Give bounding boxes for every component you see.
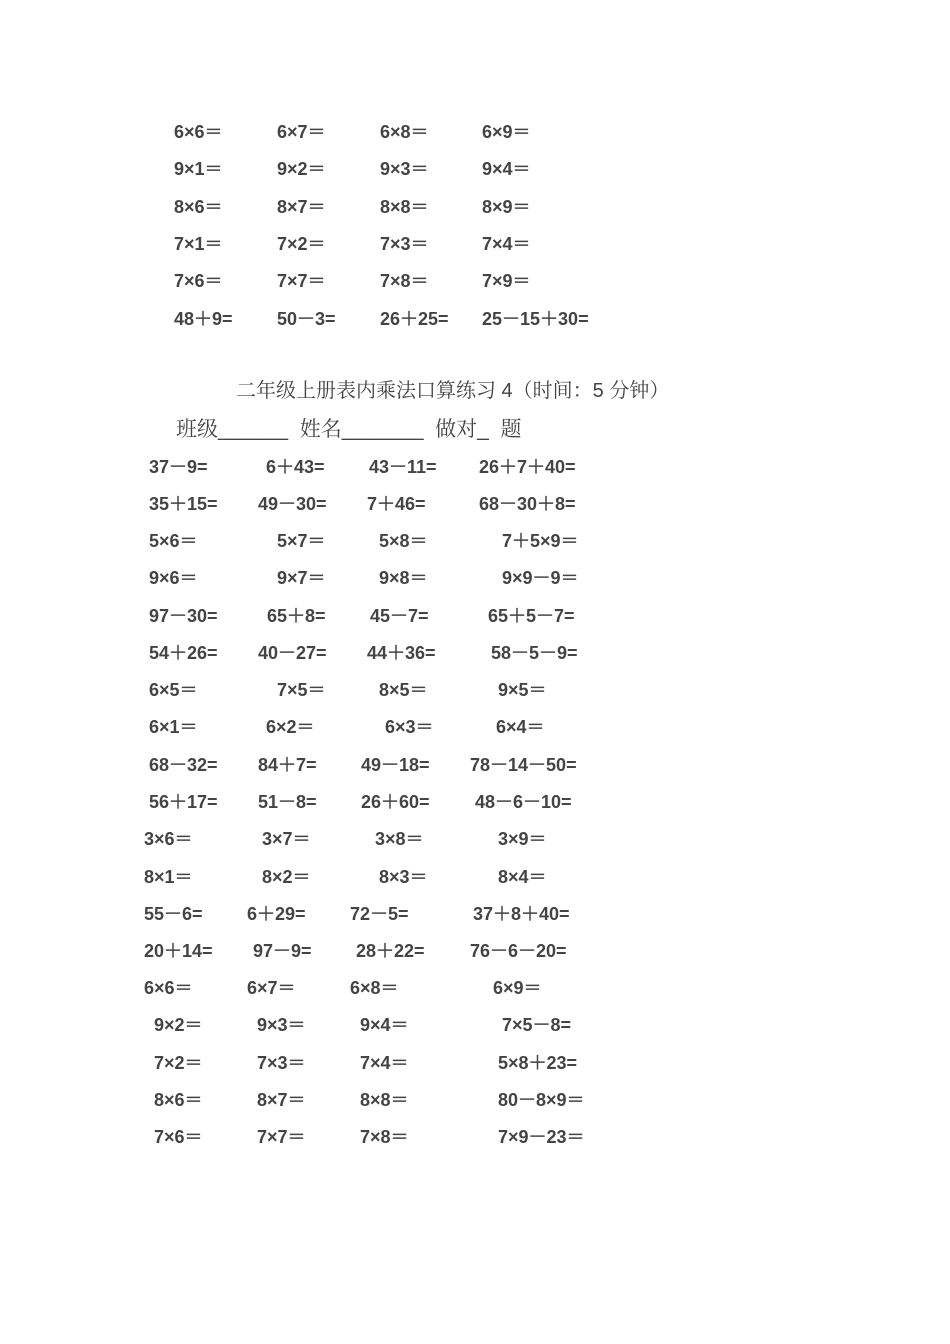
exercise-problem: 8×1＝: [144, 867, 193, 887]
exercise-problem: 65＋8=: [267, 606, 326, 626]
exercise-problem: 6×5＝: [149, 680, 198, 700]
exercise-problem: 49－18=: [361, 755, 430, 775]
exercise-problem: 78－14－50=: [470, 755, 577, 775]
exercise-problem: 26＋25=: [380, 309, 449, 329]
exercise-problem: 6＋43=: [266, 457, 325, 477]
exercise-problem: 6×1＝: [149, 717, 198, 737]
exercise-problem: 7×5＝: [277, 680, 326, 700]
exercise-problem: 6×9＝: [493, 978, 542, 998]
exercise-problem: 9×3＝: [380, 159, 429, 179]
exercise-problem: 6×4＝: [496, 717, 545, 737]
exercise-problem: 9×6＝: [149, 568, 198, 588]
exercise-problem: 9×9－9＝: [502, 568, 579, 588]
exercise-problem: 72－5=: [350, 904, 409, 924]
exercise-problem: 7×6＝: [174, 271, 223, 291]
exercise-problem: 8×5＝: [379, 680, 428, 700]
exercise-problem: 3×7＝: [262, 829, 311, 849]
exercise-problem: 48－6－10=: [475, 792, 572, 812]
exercise-problem: 3×9＝: [498, 829, 547, 849]
exercise-problem: 6×6＝: [174, 122, 223, 142]
exercise-problem: 7×1＝: [174, 234, 223, 254]
exercise-problem: 7×7＝: [277, 271, 326, 291]
exercise-problem: 3×8＝: [375, 829, 424, 849]
exercise-problem: 9×1＝: [174, 159, 223, 179]
exercise-problem: 7×9－23＝: [498, 1127, 585, 1147]
exercise-problem: 65＋5－7=: [488, 606, 575, 626]
exercise-problem: 8×8＝: [360, 1090, 409, 1110]
exercise-problem: 7×4＝: [482, 234, 531, 254]
exercise-problem: 7＋5×9＝: [502, 531, 579, 551]
exercise-problem: 9×4＝: [360, 1015, 409, 1035]
exercise-problem: 8×7＝: [277, 197, 326, 217]
exercise-problem: 8×3＝: [379, 867, 428, 887]
exercise-problem: 37＋8＋40=: [473, 904, 570, 924]
exercise-problem: 5×7＝: [277, 531, 326, 551]
exercise-problem: 9×2＝: [277, 159, 326, 179]
exercise-problem: 9×5＝: [498, 680, 547, 700]
exercise-problem: 68－32=: [149, 755, 218, 775]
exercise-problem: 6×8＝: [350, 978, 399, 998]
exercise-problem: 7×8＝: [380, 271, 429, 291]
exercise-problem: 97－9=: [253, 941, 312, 961]
exercise-problem: 7×2＝: [154, 1053, 203, 1073]
exercise-problem: 7×6＝: [154, 1127, 203, 1147]
exercise-problem: 80－8×9＝: [498, 1090, 585, 1110]
exercise-problem: 8×7＝: [257, 1090, 306, 1110]
exercise-problem: 6×8＝: [380, 122, 429, 142]
exercise-problem: 7＋46=: [367, 494, 426, 514]
exercise-problem: 8×4＝: [498, 867, 547, 887]
exercise-problem: 40－27=: [258, 643, 327, 663]
exercise-problem: 6×9＝: [482, 122, 531, 142]
exercise-problem: 8×6＝: [174, 197, 223, 217]
exercise-problem: 97－30=: [149, 606, 218, 626]
exercise-problem: 43－11=: [369, 457, 437, 477]
exercise-problem: 51－8=: [258, 792, 317, 812]
exercise-problem: 5×6＝: [149, 531, 198, 551]
exercise-problem: 6×2＝: [266, 717, 315, 737]
exercise-problem: 37－9=: [149, 457, 208, 477]
exercise-problem: 7×3＝: [257, 1053, 306, 1073]
exercise-problem: 45－7=: [370, 606, 429, 626]
exercise-problem: 5×8＝: [379, 531, 428, 551]
exercise-problem: 3×6＝: [144, 829, 193, 849]
exercise-problem: 7×3＝: [380, 234, 429, 254]
exercise-problem: 7×9＝: [482, 271, 531, 291]
exercise-problem: 7×2＝: [277, 234, 326, 254]
exercise-problem: 28＋22=: [356, 941, 425, 961]
exercise-problem: 76－6－20=: [470, 941, 567, 961]
exercise-problem: 49－30=: [258, 494, 327, 514]
exercise-problem: 6×7＝: [247, 978, 296, 998]
exercise-problem: 56＋17=: [149, 792, 218, 812]
exercise-problem: 25－15＋30=: [482, 309, 589, 329]
exercise-problem: 44＋36=: [367, 643, 436, 663]
exercise-problem: 68－30＋8=: [479, 494, 576, 514]
exercise-problem: 7×5－8=: [502, 1015, 572, 1035]
exercise-problem: 50－3=: [277, 309, 336, 329]
exercise-problem: 54＋26=: [149, 643, 218, 663]
student-info-line: 班级______ 姓名_______ 做对_ 题: [176, 418, 522, 441]
exercise-problem: 6×3＝: [385, 717, 434, 737]
exercise-problem: 5×8＋23=: [498, 1053, 578, 1073]
exercise-problem: 48＋9=: [174, 309, 233, 329]
exercise-problem: 9×2＝: [154, 1015, 203, 1035]
exercise-problem: 8×9＝: [482, 197, 531, 217]
exercise-problem: 7×4＝: [360, 1053, 409, 1073]
exercise-problem: 6＋29=: [247, 904, 306, 924]
exercise-problem: 9×3＝: [257, 1015, 306, 1035]
exercise-problem: 7×8＝: [360, 1127, 409, 1147]
exercise-problem: 6×6＝: [144, 978, 193, 998]
exercise-problem: 55－6=: [144, 904, 203, 924]
exercise-problem: 20＋14=: [144, 941, 213, 961]
exercise-problem: 9×8＝: [379, 568, 428, 588]
worksheet-title: 二年级上册表内乘法口算练习 4（时间：5 分钟）: [236, 380, 670, 402]
exercise-problem: 6×7＝: [277, 122, 326, 142]
exercise-problem: 8×8＝: [380, 197, 429, 217]
exercise-problem: 26＋7＋40=: [479, 457, 576, 477]
exercise-problem: 8×2＝: [262, 867, 311, 887]
exercise-problem: 58－5－9=: [491, 643, 578, 663]
exercise-problem: 35＋15=: [149, 494, 218, 514]
exercise-problem: 84＋7=: [258, 755, 317, 775]
exercise-problem: 8×6＝: [154, 1090, 203, 1110]
exercise-problem: 7×7＝: [257, 1127, 306, 1147]
exercise-problem: 9×4＝: [482, 159, 531, 179]
exercise-problem: 26＋60=: [361, 792, 430, 812]
exercise-problem: 9×7＝: [277, 568, 326, 588]
